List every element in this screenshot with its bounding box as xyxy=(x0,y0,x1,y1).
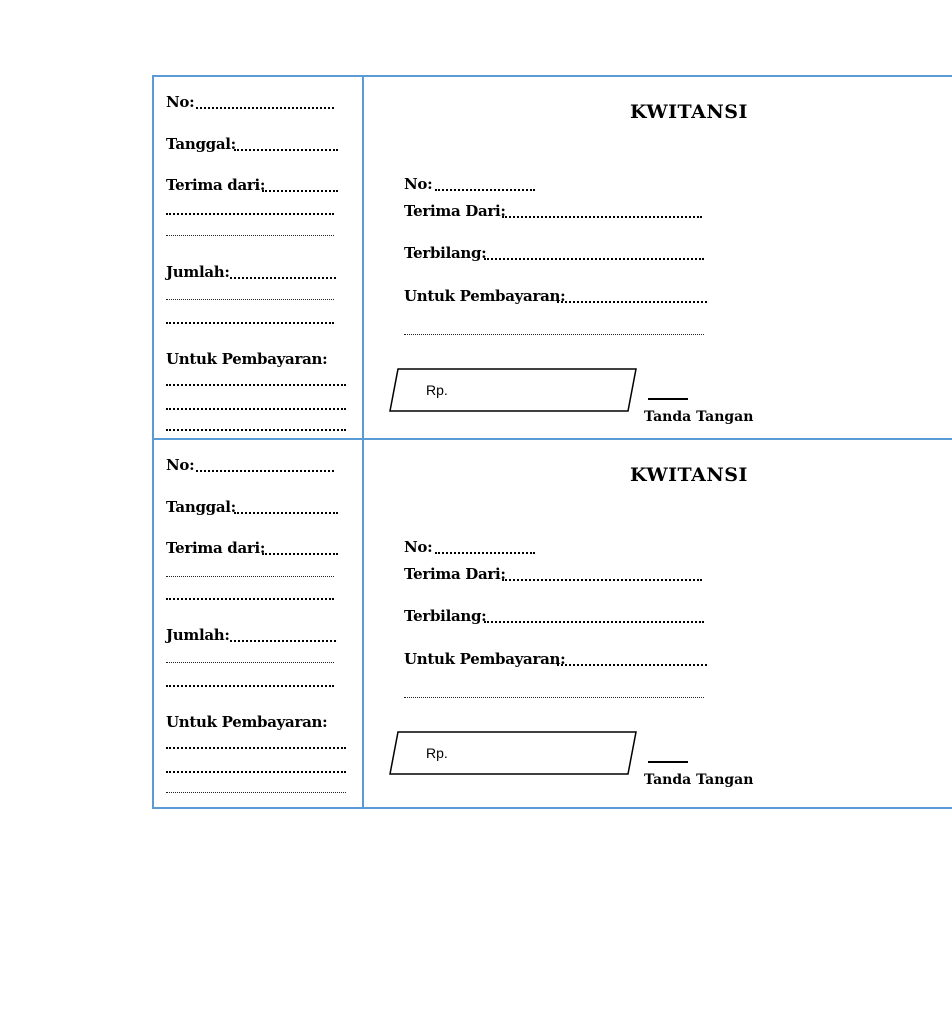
signature-line xyxy=(648,398,688,400)
receipt-title: KWITANSI xyxy=(630,464,748,486)
main-terima-dari-line xyxy=(502,579,702,581)
receipt-2 xyxy=(152,438,952,809)
main-no-line xyxy=(435,552,535,554)
main-terima-dari-line xyxy=(502,216,702,218)
stub-pembayaran-line xyxy=(166,747,346,749)
main-terbilang-label: Terbilang: xyxy=(404,244,487,262)
document-viewport xyxy=(152,75,754,809)
stub-jumlah-line xyxy=(166,685,334,687)
stub-terima-dari-line xyxy=(166,576,334,577)
stub-jumlah-label: Jumlah: xyxy=(166,626,230,644)
receipt-1 xyxy=(152,75,952,439)
stub-terima-dari-line xyxy=(262,190,338,192)
receipt-sheet xyxy=(152,75,952,809)
receipt-stub xyxy=(152,440,364,807)
stub-jumlah-line xyxy=(166,662,334,663)
main-terima-dari-label: Terima Dari: xyxy=(404,202,506,220)
amount-box xyxy=(388,367,628,409)
stub-terima-dari-line xyxy=(166,235,334,236)
stub-no-line xyxy=(196,107,334,109)
stub-jumlah-line xyxy=(230,640,336,642)
stub-tanggal-line xyxy=(234,512,338,514)
main-pembayaran-line xyxy=(557,664,707,666)
stub-tanggal-line xyxy=(234,149,338,151)
signature-label: Tanda Tangan xyxy=(644,772,754,788)
main-untuk-pembayaran-label: Untuk Pembayaran: xyxy=(404,650,566,668)
main-no-label: No: xyxy=(404,538,433,556)
stub-terima-dari-label: Terima dari: xyxy=(166,176,266,194)
main-pembayaran-line xyxy=(557,301,707,303)
main-pembayaran-line xyxy=(404,334,704,335)
stub-jumlah-line xyxy=(166,322,334,324)
main-terbilang-label: Terbilang: xyxy=(404,607,487,625)
amount-rp-label: Rp. xyxy=(426,745,448,761)
stub-terima-dari-line xyxy=(262,553,338,555)
main-terbilang-line xyxy=(484,621,704,623)
stub-no-label: No: xyxy=(166,93,195,111)
receipt-stub xyxy=(152,77,364,439)
stub-pembayaran-line xyxy=(166,771,346,773)
amount-box xyxy=(388,730,628,772)
stub-pembayaran-line xyxy=(166,792,346,793)
stub-terima-dari-line xyxy=(166,598,334,600)
signature-label: Tanda Tangan xyxy=(644,409,754,425)
stub-untuk-pembayaran-label: Untuk Pembayaran: xyxy=(166,350,328,368)
stub-tanggal-label: Tanggal: xyxy=(166,498,236,516)
stub-pembayaran-line xyxy=(166,384,346,386)
stub-pembayaran-line xyxy=(166,429,346,431)
stub-pembayaran-line xyxy=(166,408,346,410)
stub-jumlah-label: Jumlah: xyxy=(166,263,230,281)
stub-untuk-pembayaran-label: Untuk Pembayaran: xyxy=(166,713,328,731)
stub-jumlah-line xyxy=(166,299,334,300)
main-no-line xyxy=(435,189,535,191)
stub-no-label: No: xyxy=(166,456,195,474)
main-no-label: No: xyxy=(404,175,433,193)
main-terbilang-line xyxy=(484,258,704,260)
stub-terima-dari-label: Terima dari: xyxy=(166,539,266,557)
stub-no-line xyxy=(196,470,334,472)
stub-terima-dari-line xyxy=(166,213,334,215)
main-pembayaran-line xyxy=(404,697,704,698)
stub-jumlah-line xyxy=(230,277,336,279)
main-untuk-pembayaran-label: Untuk Pembayaran: xyxy=(404,287,566,305)
signature-line xyxy=(648,761,688,763)
receipt-title: KWITANSI xyxy=(630,101,748,123)
amount-rp-label: Rp. xyxy=(426,382,448,398)
stub-tanggal-label: Tanggal: xyxy=(166,135,236,153)
main-terima-dari-label: Terima Dari: xyxy=(404,565,506,583)
